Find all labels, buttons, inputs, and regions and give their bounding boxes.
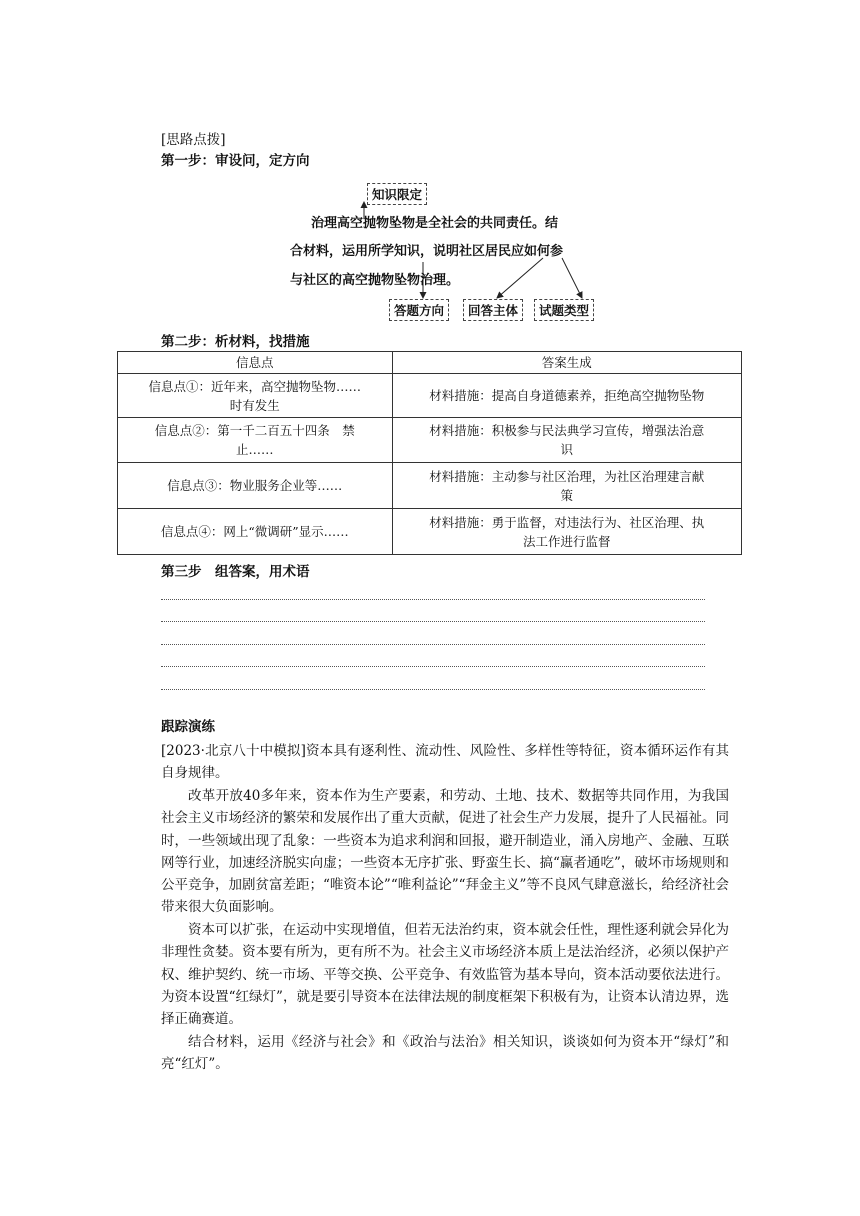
box-answer-direction: 答题方向 — [389, 299, 449, 321]
table-header-row — [118, 352, 742, 374]
answer-line — [161, 666, 705, 667]
practice-title: 跟踪演练 — [161, 719, 215, 735]
answer-cell: 材料措施：提高自身道德素养，拒绝高空抛物坠物 — [392, 374, 741, 418]
step1-title: 第一步：审设问，定方向 — [161, 153, 310, 169]
step2-title: 第二步：析材料，找措施 — [161, 334, 310, 350]
info-cell: 信息点②：第一千二百五十四条 禁 止…… — [118, 418, 393, 463]
answer-cell: 材料措施：主动参与社区治理，为社区治理建言献 策 — [392, 463, 741, 509]
arrow-subject — [497, 258, 543, 298]
info-cell: 信息点①：近年来，高空抛物坠物…… 时有发生 — [118, 374, 393, 418]
arrow-type — [562, 258, 582, 298]
answer-line — [161, 621, 705, 622]
table-row — [118, 374, 742, 418]
box-question-type: 试题类型 — [534, 299, 594, 321]
practice-intro: [2023·北京八十中模拟]资本具有逐利性、流动性、风险性、多样性等特征，资本循环运作有其自身规律。 — [161, 743, 729, 782]
table-row — [118, 463, 742, 509]
header-info-point: 信息点 — [118, 352, 393, 374]
answer-line — [161, 689, 705, 690]
practice-paragraph-2: 资本可以扩张，在运动中实现增值，但若无法治约束，资本就会任性，理性逐利就会异化为非理性贪婪。资本要有所为，更有所不为。社会主义市场经济本质上是法治经济，必须以保护产权、维护契约、统一市场、平等交换、公平竞争、有效监管为基本导向，资本活动要依法进行。为资本设置“红绿灯”，就是要引导资本在法律法规的制度框架下积极有为，让资本认清边界，选择正确赛道。 — [161, 922, 729, 1028]
table-row — [118, 509, 742, 555]
question-line-3: 与社区的高空抛物坠物治理。 — [290, 273, 460, 288]
answer-line — [161, 599, 705, 600]
question-line-2: 合材料，运用所学知识，说明社区居民应如何参 — [290, 244, 564, 259]
header-answer-generation: 答案生成 — [392, 352, 741, 374]
table-row — [118, 418, 742, 463]
answer-cell: 材料措施：勇于监督，对违法行为、社区治理、执 法工作进行监督 — [392, 509, 741, 555]
practice-question: 结合材料，运用《经济与社会》和《政治与法治》相关知识，谈谈如何为资本开“绿灯”和亮“红灯”。 — [161, 1034, 729, 1073]
box-answer-subject: 回答主体 — [463, 299, 523, 321]
step3-title: 第三步 组答案，用术语 — [161, 564, 310, 580]
info-cell: 信息点④：网上“微调研”显示…… — [118, 509, 393, 555]
info-cell: 信息点③：物业服务企业等…… — [118, 463, 393, 509]
question-line-1: 治理高空抛物坠物是全社会的共同责任。结 — [311, 216, 559, 231]
box-knowledge-limit: 知识限定 — [367, 183, 427, 205]
analysis-table — [117, 351, 742, 555]
answer-line — [161, 644, 705, 645]
practice-paragraph-1: 改革开放40多年来，资本作为生产要素，和劳动、土地、技术、数据等共同作用，为我国社会主义市场经济的繁荣和发展作出了重大贡献，促进了社会生产力发展，提升了人民福祉。同时，一些领域出现了乱象：一些资本为追求利润和回报，避开制造业，涌入房地产、金融、互联网等行业，加速经济脱实向虚；一些资本无序扩张、野蛮生长、搞“赢者通吃”，破坏市场规则和公平竞争，加剧贫富差距；“唯资本论”“唯利益论”“拜金主义”等不良风气肆意滋长，给经济社会带来很大负面影响。 — [161, 788, 729, 916]
answer-cell: 材料措施：积极参与民法典学习宣传，增强法治意 识 — [392, 418, 741, 463]
section-bracket-title: [思路点拨] — [161, 132, 226, 148]
